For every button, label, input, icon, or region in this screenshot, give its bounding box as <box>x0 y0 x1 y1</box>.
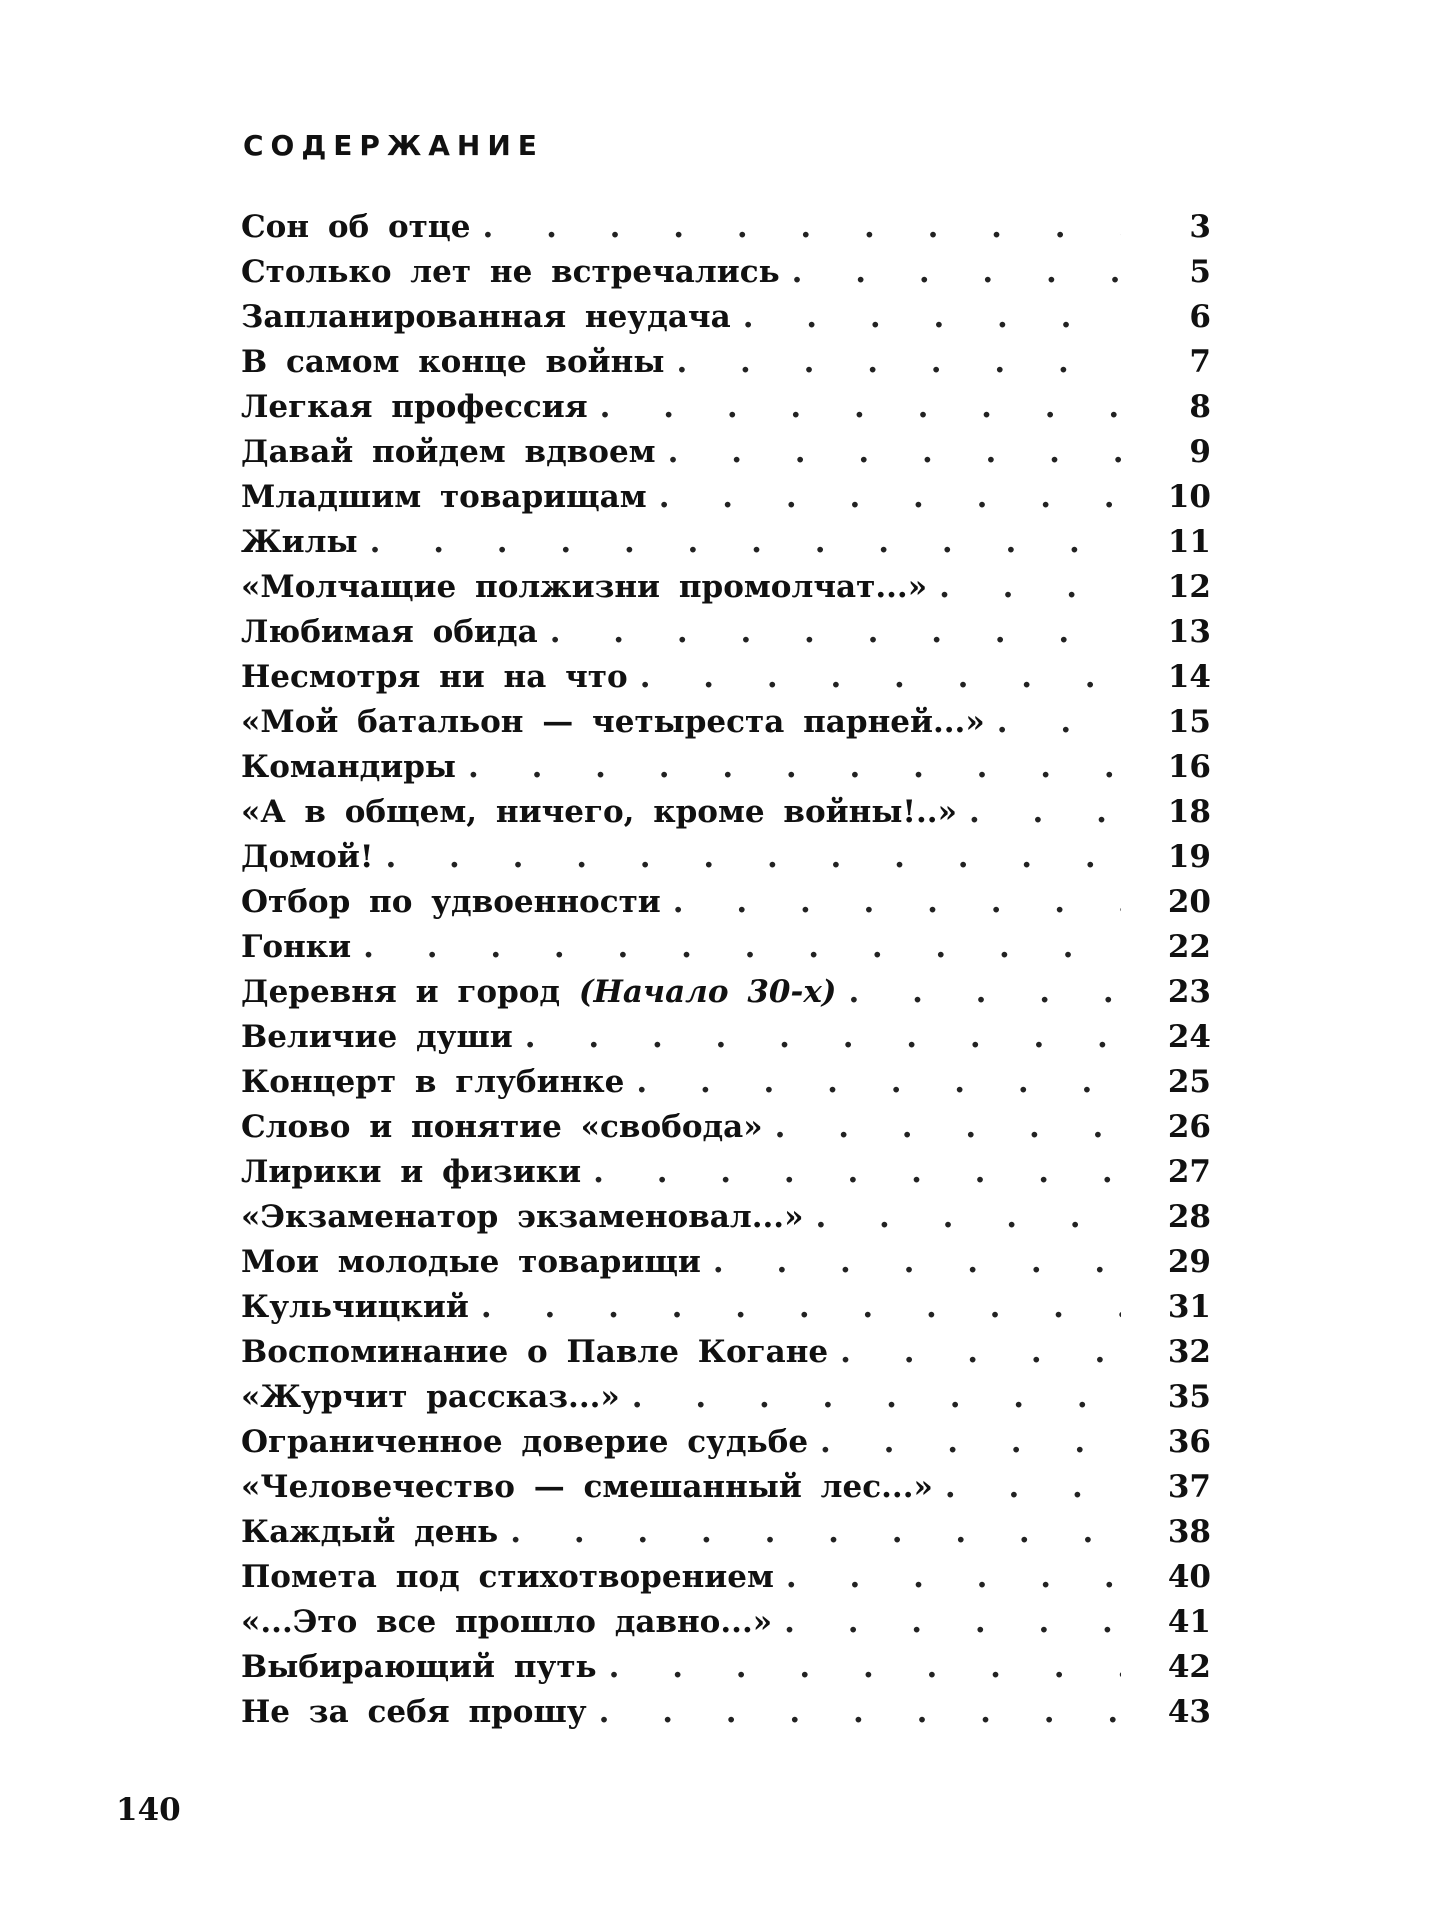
toc-entry <box>241 1105 1211 1150</box>
toc-entry-page: 35 <box>1167 1379 1211 1415</box>
toc-entry-title <box>241 250 780 295</box>
dot-leader <box>640 655 1121 700</box>
toc-entry-page: 40 <box>1167 1559 1211 1595</box>
dot-leader <box>632 1375 1121 1420</box>
toc-entry <box>241 385 1211 430</box>
table-of-contents <box>241 205 1211 1735</box>
toc-entry-page: 10 <box>1167 479 1211 515</box>
dot-leader <box>775 1105 1121 1150</box>
toc-entry <box>241 1330 1211 1375</box>
toc-entry-page: 8 <box>1189 389 1211 425</box>
toc-entry-title <box>241 1195 803 1240</box>
toc-entry-title-text: Отбор по удвоенности <box>241 884 661 920</box>
dot-leader <box>599 1690 1121 1735</box>
toc-entry <box>241 1420 1211 1465</box>
toc-entry-page: 26 <box>1167 1109 1211 1145</box>
dot-leader <box>525 1015 1121 1060</box>
toc-entry-page: 37 <box>1167 1469 1211 1505</box>
toc-entry-title <box>241 1330 828 1375</box>
toc-entry-title <box>241 1240 701 1285</box>
toc-entry <box>241 1060 1211 1105</box>
toc-entry-page: 36 <box>1167 1424 1211 1460</box>
dot-leader <box>713 1240 1121 1285</box>
toc-entry-page: 3 <box>1189 209 1211 245</box>
toc-entry-title-text: Командиры <box>241 749 456 785</box>
dot-leader <box>743 295 1121 340</box>
dot-leader <box>673 880 1121 925</box>
dot-leader <box>550 610 1121 655</box>
toc-entry-title-text: Несмотря ни на что <box>241 659 628 695</box>
toc-entry-title-text: Запланированная неудача <box>241 299 731 335</box>
toc-entry <box>241 475 1211 520</box>
toc-entry-title <box>241 835 373 880</box>
toc-entry-title-text: «...Это все прошло давно...» <box>241 1604 773 1640</box>
dot-leader <box>815 1195 1121 1240</box>
toc-entry-title-text: Деревня и город <box>241 974 579 1010</box>
toc-entry-title-text: Столько лет не встречались <box>241 254 780 290</box>
dot-leader <box>636 1060 1121 1105</box>
toc-entry-page: 42 <box>1167 1649 1211 1685</box>
toc-entry <box>241 745 1211 790</box>
toc-entry-page: 14 <box>1167 659 1211 695</box>
toc-entry-title <box>241 1510 498 1555</box>
dot-leader <box>363 925 1121 970</box>
toc-entry-page: 20 <box>1167 884 1211 920</box>
toc-entry <box>241 205 1211 250</box>
toc-entry-page: 13 <box>1167 614 1211 650</box>
toc-entry-page: 7 <box>1189 344 1211 380</box>
toc-entry-page: 19 <box>1167 839 1211 875</box>
toc-entry-page: 25 <box>1167 1064 1211 1100</box>
toc-entry-title <box>241 340 664 385</box>
dot-leader <box>668 430 1121 475</box>
toc-entry-page: 29 <box>1167 1244 1211 1280</box>
toc-entry-title-text: «Экзаменатор экзаменовал...» <box>241 1199 804 1235</box>
toc-entry <box>241 1555 1211 1600</box>
dot-leader <box>676 340 1121 385</box>
toc-entry <box>241 655 1211 700</box>
toc-entry-title-text: Каждый день <box>241 1514 499 1550</box>
toc-entry-title-text: В самом конце войны <box>241 344 665 380</box>
dot-leader <box>510 1510 1121 1555</box>
toc-entry-title-text: Младшим товарищам <box>241 479 647 515</box>
toc-entry-page: 31 <box>1167 1289 1211 1325</box>
toc-entry-title <box>241 565 927 610</box>
toc-entry-page: 27 <box>1167 1154 1211 1190</box>
toc-entry <box>241 295 1211 340</box>
toc-entry-title-text: Помета под стихотворением <box>241 1559 774 1595</box>
toc-entry <box>241 520 1211 565</box>
toc-entry-title <box>241 610 538 655</box>
toc-entry-title <box>241 745 456 790</box>
toc-entry <box>241 970 1211 1015</box>
toc-entry-title <box>241 205 471 250</box>
dot-leader <box>600 385 1121 430</box>
dot-leader <box>848 970 1121 1015</box>
toc-entry-title <box>241 1060 624 1105</box>
toc-entry <box>241 610 1211 655</box>
dot-leader <box>481 1285 1121 1330</box>
toc-entry-page: 28 <box>1167 1199 1211 1235</box>
toc-entry-page: 6 <box>1189 299 1211 335</box>
toc-entry-title-text: «Молчащие полжизни промолчат...» <box>241 569 928 605</box>
toc-entry-title <box>241 1690 587 1735</box>
toc-entry <box>241 430 1211 475</box>
toc-entry-title-text: Сон об отце <box>241 209 471 245</box>
toc-entry-page: 5 <box>1189 254 1211 290</box>
toc-entry-title-text: Величие души <box>241 1019 513 1055</box>
dot-leader <box>659 475 1121 520</box>
dot-leader <box>945 1465 1121 1510</box>
toc-entry-title-text: «А в общем, ничего, кроме войны!..» <box>241 794 957 830</box>
dot-leader <box>792 250 1121 295</box>
dot-leader <box>468 745 1121 790</box>
page-number: 140 <box>116 1792 181 1828</box>
dot-leader <box>969 790 1121 835</box>
toc-entry-title-text: Жилы <box>241 524 358 560</box>
toc-entry-title <box>241 1600 772 1645</box>
toc-entry <box>241 1015 1211 1060</box>
toc-entry-page: 16 <box>1167 749 1211 785</box>
dot-leader <box>370 520 1121 565</box>
toc-entry-title-text: Слово и понятие «свобода» <box>241 1109 763 1145</box>
toc-entry-page: 41 <box>1167 1604 1211 1640</box>
toc-entry-page: 18 <box>1167 794 1211 830</box>
toc-entry <box>241 880 1211 925</box>
toc-entry-title <box>241 1105 763 1150</box>
toc-entry-title <box>241 1645 597 1690</box>
toc-entry-title <box>241 1150 581 1195</box>
toc-entry-title-text: Кульчицкий <box>241 1289 469 1325</box>
toc-entry-page: 12 <box>1167 569 1211 605</box>
page-title: СОДЕРЖАНИЕ <box>243 129 544 162</box>
toc-entry-title-text: Концерт в глубинке <box>241 1064 625 1100</box>
toc-entry-title <box>241 1285 469 1330</box>
toc-entry-title-text: Лирики и физики <box>241 1154 582 1190</box>
toc-entry <box>241 340 1211 385</box>
toc-entry <box>241 565 1211 610</box>
toc-entry-page: 22 <box>1167 929 1211 965</box>
toc-entry-page: 15 <box>1167 704 1211 740</box>
toc-entry <box>241 1285 1211 1330</box>
toc-entry-page: 24 <box>1167 1019 1211 1055</box>
toc-entry-page: 9 <box>1189 434 1211 470</box>
toc-entry-title <box>241 880 661 925</box>
toc-entry <box>241 250 1211 295</box>
toc-entry-title <box>241 430 656 475</box>
toc-entry-title <box>241 1555 774 1600</box>
toc-entry-title <box>241 1465 933 1510</box>
toc-entry-title-text: Легкая профессия <box>241 389 588 425</box>
toc-entry <box>241 835 1211 880</box>
toc-entry <box>241 1375 1211 1420</box>
toc-entry-page: 11 <box>1167 524 1211 560</box>
toc-entry-title-text: «Журчит рассказ...» <box>241 1379 620 1415</box>
toc-entry-title <box>241 970 836 1015</box>
toc-entry-title <box>241 295 731 340</box>
toc-entry <box>241 1510 1211 1555</box>
toc-entry <box>241 1690 1211 1735</box>
toc-entry <box>241 700 1211 745</box>
toc-entry-title-text: Ограниченное доверие судьбе <box>241 1424 809 1460</box>
dot-leader <box>997 700 1121 745</box>
toc-entry-title-text: Давай пойдем вдвоем <box>241 434 656 470</box>
toc-entry <box>241 1600 1211 1645</box>
toc-entry-title-text: Не за себя прошу <box>241 1694 587 1730</box>
toc-entry-title-text: «Человечество — смешанный лес...» <box>241 1469 933 1505</box>
toc-entry-title <box>241 790 957 835</box>
dot-leader <box>483 205 1122 250</box>
toc-entry-title <box>241 1420 808 1465</box>
toc-entry-title <box>241 925 351 970</box>
dot-leader <box>593 1150 1121 1195</box>
toc-entry-title <box>241 655 628 700</box>
toc-entry-page: 38 <box>1167 1514 1211 1550</box>
dot-leader <box>609 1645 1121 1690</box>
toc-entry <box>241 790 1211 835</box>
toc-entry <box>241 1150 1211 1195</box>
toc-entry-page: 32 <box>1167 1334 1211 1370</box>
toc-entry-subtitle: (Начало 30-х) <box>578 974 837 1010</box>
toc-entry-title-text: Воспоминание о Павле Когане <box>241 1334 829 1370</box>
dot-leader <box>840 1330 1121 1375</box>
toc-entry <box>241 1195 1211 1240</box>
dot-leader <box>786 1555 1121 1600</box>
toc-entry-title-text: Любимая обида <box>241 614 538 650</box>
dot-leader <box>820 1420 1121 1465</box>
toc-entry-title-text: Домой! <box>241 839 374 875</box>
toc-entry-title <box>241 700 985 745</box>
toc-entry-title <box>241 520 358 565</box>
toc-entry <box>241 1465 1211 1510</box>
toc-entry-title-text: «Мой батальон — четыреста парней...» <box>241 704 985 740</box>
toc-entry-title-text: Мои молодые товарищи <box>241 1244 701 1280</box>
dot-leader <box>784 1600 1121 1645</box>
toc-entry-page: 23 <box>1167 974 1211 1010</box>
toc-entry-title-text: Гонки <box>241 929 352 965</box>
toc-entry-title <box>241 385 588 430</box>
toc-entry-title <box>241 1375 620 1420</box>
toc-entry <box>241 925 1211 970</box>
dot-leader <box>939 565 1121 610</box>
toc-entry <box>241 1240 1211 1285</box>
toc-entry-title <box>241 475 647 520</box>
toc-entry-title <box>241 1015 513 1060</box>
toc-entry-page: 43 <box>1167 1694 1211 1730</box>
dot-leader <box>385 835 1121 880</box>
toc-entry <box>241 1645 1211 1690</box>
toc-entry-title-text: Выбирающий путь <box>241 1649 597 1685</box>
